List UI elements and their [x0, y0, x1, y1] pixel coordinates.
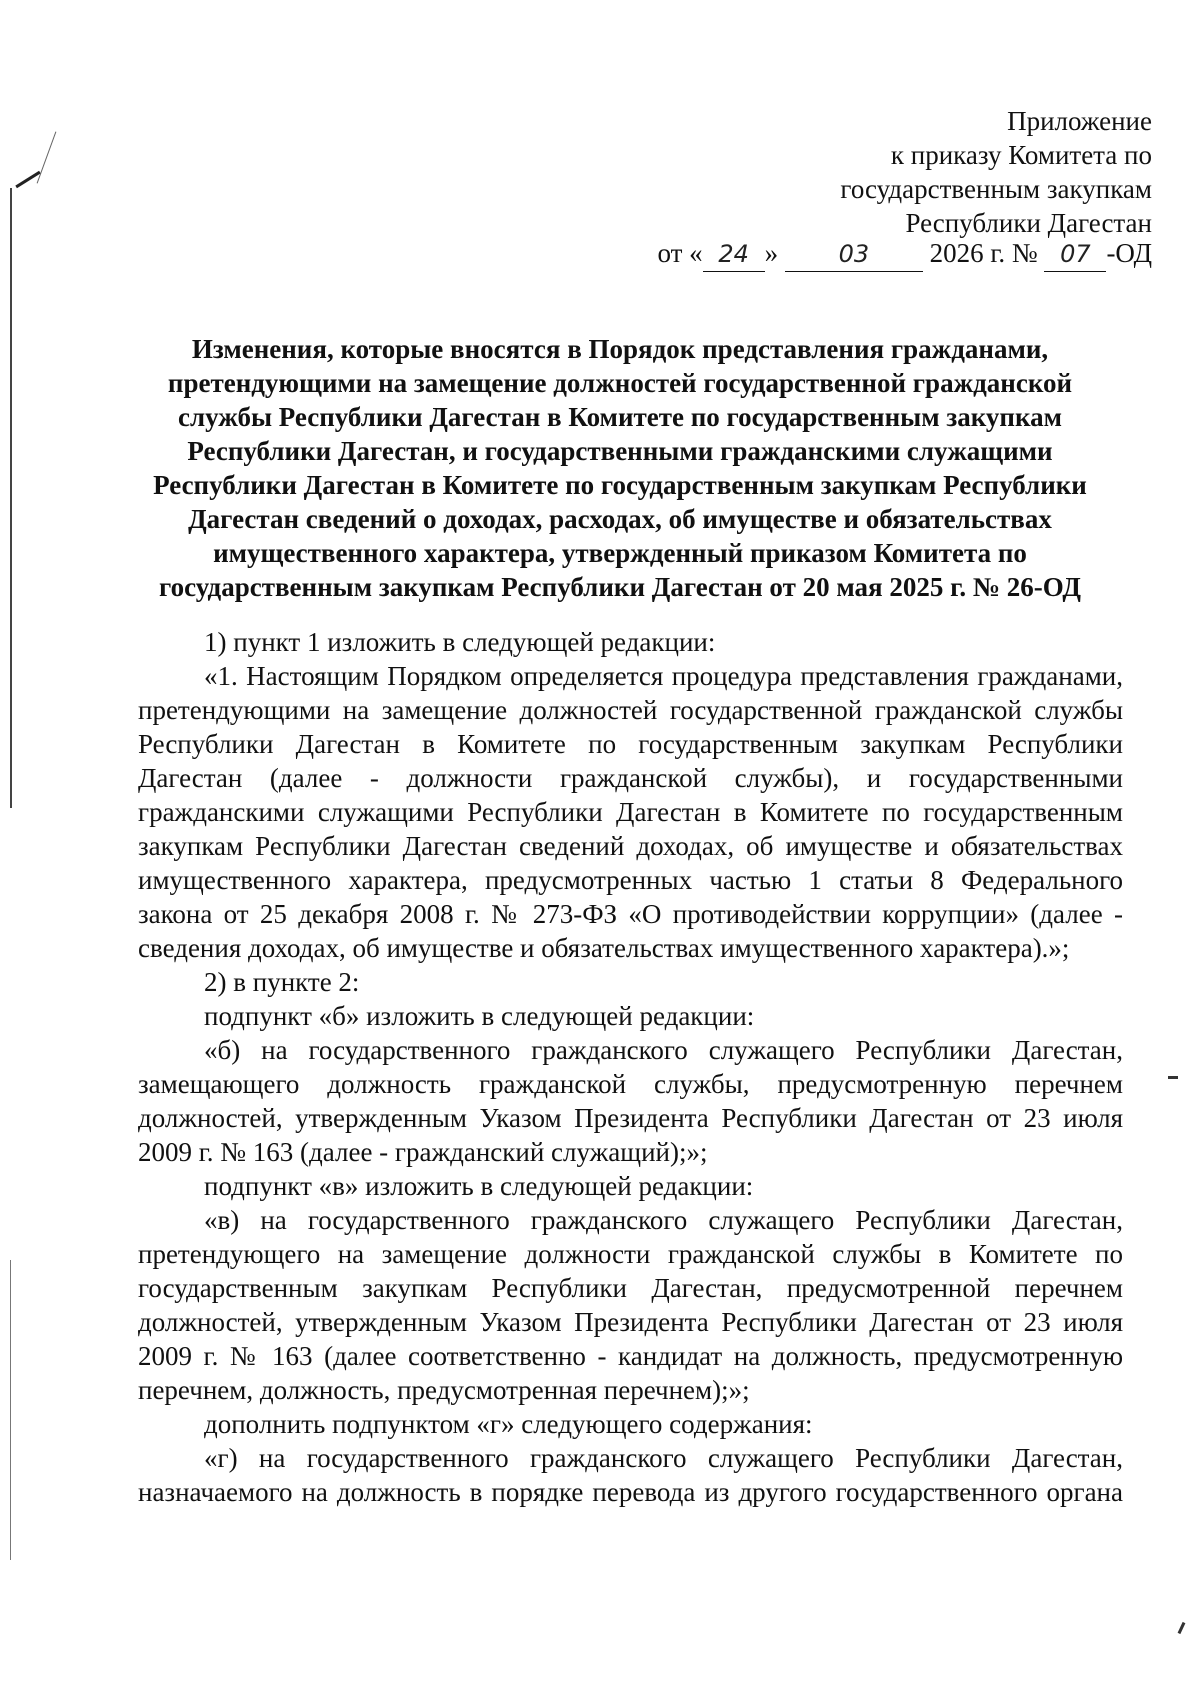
- scan-mark: [37, 131, 57, 183]
- scan-mark: [1178, 1622, 1186, 1634]
- order-prefix: от «: [657, 238, 703, 268]
- appendix-header: [840, 104, 1152, 240]
- order-number-field: 07: [1044, 241, 1106, 272]
- paragraph: подпункт «б» изложить в следующей редакции:: [204, 1001, 755, 1031]
- scan-edge-line: [10, 188, 12, 808]
- paragraph: подпункт «в» изложить в следующей редакции:: [204, 1171, 754, 1201]
- title-line: службы Республики Дагестан в Комитете по государственным закупкам: [177, 402, 1063, 432]
- scan-edge-line: [10, 1260, 11, 1560]
- document-title: [120, 332, 1120, 604]
- order-year: 2026 г.: [929, 238, 1006, 268]
- paragraph: 1) пункт 1 изложить в следующей редакции:: [204, 627, 716, 657]
- paragraph: «1. Настоящим Порядком определяется процедура представления гражданами, претендующими на замещение должностей государственной гражданской службы Республики Дагестан в Комитете по государственным закупкам Республики Дагестан (далее - должности гражданской службы), и государственными гражданскими служащими Республики Дагестан в Комитете по государственным закупкам Республики Дагестан сведений доходах, об имуществе и обязательствах имущественного характера, предусмотренных частью 1 статьи 8 Федерального закона от 25 декабря 2008 г. № 273-ФЗ «О противодействии коррупции» (далее - сведения доходах, об имуществе и обязательствах имущественного характера).»;: [138, 661, 1123, 963]
- paragraph: 2) в пункте 2:: [204, 967, 360, 997]
- paragraph: «б) на государственного гражданского служащего Республики Дагестан, замещающего должность гражданской службы, предусмотренную перечнем должностей, утвержденным Указом Президента Республики Дагестан от 23 июля 2009 г. № 163 (далее - гражданский служащий);»;: [138, 1035, 1123, 1167]
- title-line: Республики Дагестан, и государственными гражданскими служащими: [187, 436, 1053, 466]
- order-day-field: 24: [703, 241, 765, 272]
- order-date-number-line: [657, 236, 1152, 272]
- title-line: претендующими на замещение должностей государственной гражданской: [167, 368, 1073, 398]
- paragraph: дополнить подпунктом «г» следующего содержания:: [204, 1409, 813, 1439]
- title-line: имущественного характера, утвержденный приказом Комитета по: [213, 538, 1027, 568]
- title-line: Республики Дагестан в Комитете по государственным закупкам Республики: [153, 470, 1087, 500]
- title-line: Дагестан сведений о доходах, расходах, об имуществе и обязательствах: [188, 504, 1052, 534]
- order-suffix: -ОД: [1106, 238, 1152, 268]
- title-line: государственным закупкам Республики Дагестан от 20 мая 2025 г. № 26-ОД: [159, 572, 1081, 602]
- order-quote-close: »: [764, 238, 779, 268]
- header-line: Приложение: [1007, 106, 1152, 136]
- paragraph: «в) на государственного гражданского служащего Республики Дагестан, претендующего на замещение должности гражданской службы в Комитете по государственным закупкам Республики Дагестан, предусмотренной перечнем должностей, утвержденным Указом Президента Республики Дагестан от 23 июля 2009 г. № 163 (далее соответственно - кандидат на должность, предусмотренную перечнем, должность, предусмотренная перечнем);»;: [138, 1205, 1123, 1405]
- header-line: государственным закупкам: [840, 174, 1152, 204]
- header-line: к приказу Комитета по: [890, 140, 1152, 170]
- order-number-label: №: [1011, 238, 1038, 268]
- document-body: [138, 625, 1123, 1509]
- title-line: Изменения, которые вносятся в Порядок представления гражданами,: [191, 334, 1049, 364]
- scan-mark: [1168, 1076, 1178, 1079]
- order-month-field: 03: [785, 241, 923, 272]
- paragraph: «г) на государственного гражданского служащего Республики Дагестан, назначаемого на должность в порядке перевода из другого государственного органа: [138, 1443, 1123, 1507]
- header-line: Республики Дагестан: [905, 208, 1152, 238]
